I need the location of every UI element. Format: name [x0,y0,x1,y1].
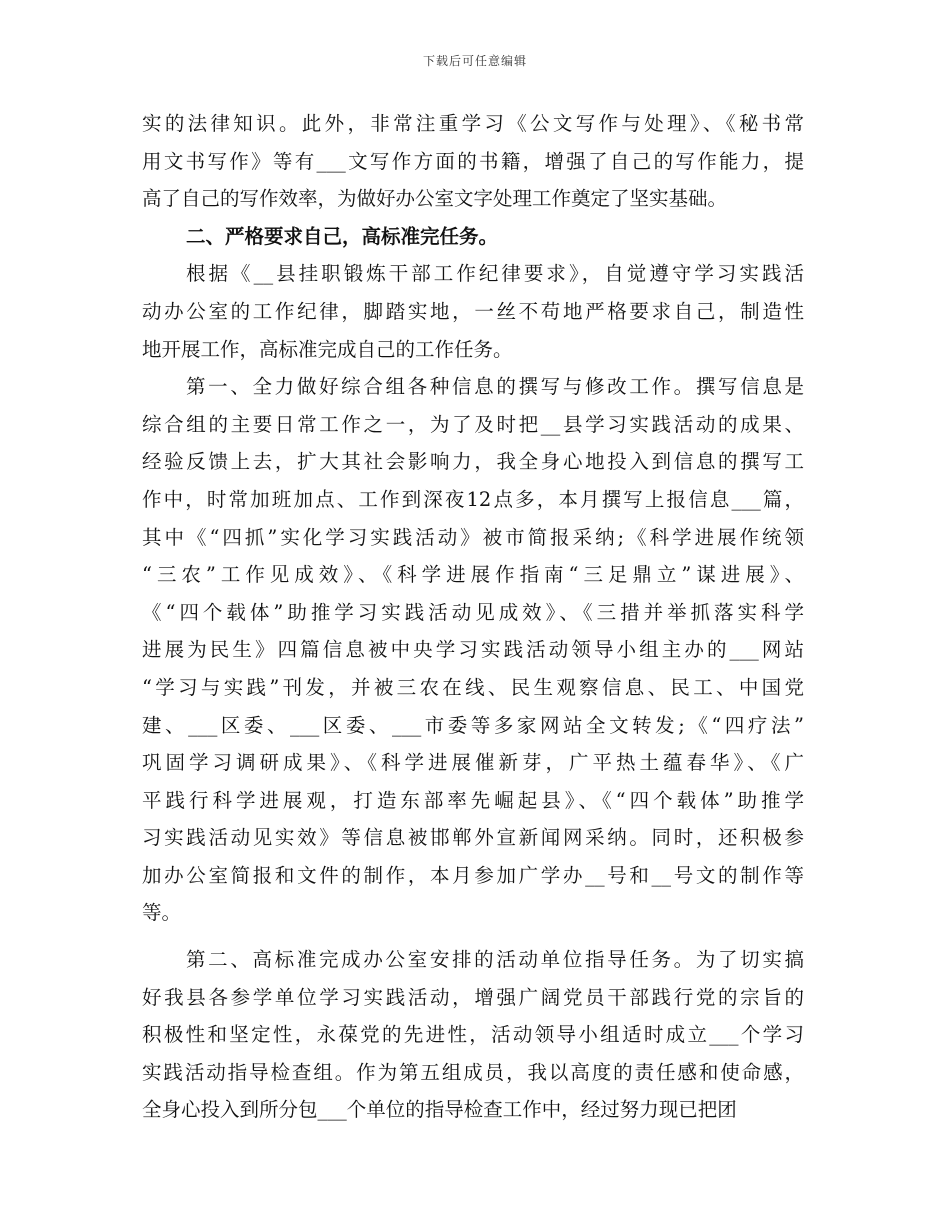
paragraph-gap [142,932,804,941]
text-line: 动办公室的工作纪律，脚踏实地，一丝不苟地严格要求自己，制造性 [142,299,804,323]
text-line: 加办公室简报和文件的制作，本月参加广学办__号和__号文的制作等 [142,863,804,887]
text-line: 用文书写作》等有___文写作方面的书籍，增强了自己的写作能力，提 [142,149,804,173]
text-line: 二、严格要求自己，高标准完任务。 [186,224,499,248]
text-line: 《“四个载体”助推学习实践活动见成效》、《三措并举抓落实科学 [142,600,804,624]
text-line: 地开展工作，高标准完成自己的工作任务。 [142,337,513,361]
text-line: 根据《__县挂职锻炼干部工作纪律要求》，自觉遵守学习实践活 [186,262,804,286]
document-body [142,105,804,1129]
paragraph [142,255,804,368]
text-line: 好我县各参学单位学习实践活动，增强广阔党员干部践行党的宗旨的 [142,985,804,1009]
text-line: 积极性和坚定性，永葆党的先进性，活动领导小组适时成立___个学习 [142,1023,804,1047]
text-line: 作中，时常加班加点、工作到深夜12点多，本月撰写上报信息___篇， [142,487,804,511]
text-line: “三农”工作见成效》、《科学进展作指南“三足鼎立”谋进展》、 [142,563,804,587]
text-line: 第二、高标准完成办公室安排的活动单位指导任务。为了切实搞 [186,948,804,972]
text-line: 建、___区委、___区委、___市委等多家网站全文转发;《“四疗法” [142,713,804,737]
text-line: 平践行科学进展观，打造东部率先崛起县》、《“四个载体”助推学 [142,788,804,812]
text-line: 第一、全力做好综合组各种信息的撰写与修改工作。撰写信息是 [186,375,804,399]
paragraph [142,941,804,1129]
section-heading [142,218,804,256]
paragraph [142,105,804,218]
text-line: 等。 [142,901,182,925]
text-line: 习实践活动见实效》等信息被邯郸外宣新闻网采纳。同时，还积极参 [142,826,804,850]
text-line: 全身心投入到所分包___个单位的指导检查工作中，经过努力现已把团 [142,1098,737,1122]
paragraph [142,368,804,932]
text-line: “学习与实践”刊发，并被三农在线、民生观察信息、民工、中国党 [142,675,804,699]
page-header: 下载后可任意编辑 [422,54,527,68]
text-line: 综合组的主要日常工作之一，为了及时把__县学习实践活动的成果、 [142,412,804,436]
text-line: 经验反馈上去，扩大其社会影响力，我全身心地投入到信息的撰写工 [142,450,804,474]
text-line: 巩固学习调研成果》、《科学进展催新芽，广平热土蕴春华》、《广 [142,751,804,775]
text-line: 实践活动指导检查组。作为第五组成员，我以高度的责任感和使命感， [142,1060,804,1084]
text-line: 进展为民生》四篇信息被中央学习实践活动领导小组主办的___网站 [142,638,804,662]
text-line: 其中《“四抓”实化学习实践活动》被市简报采纳;《科学进展作统领 [142,525,804,549]
text-line: 高了自己的写作效率，为做好办公室文字处理工作奠定了坚实基础。 [142,187,728,211]
text-line: 实的法律知识。此外，非常注重学习《公文写作与处理》、《秘书常 [142,112,804,135]
